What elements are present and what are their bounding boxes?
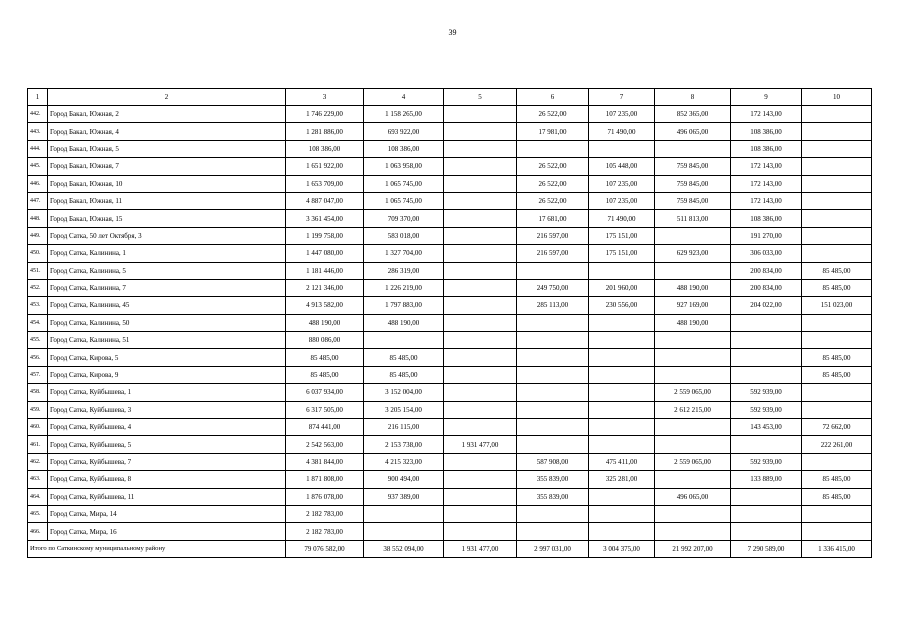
amount-cell: 4 913 582,00: [286, 297, 364, 314]
amount-cell: 475 411,00: [589, 453, 655, 470]
amount-cell: [517, 332, 589, 349]
amount-cell: 191 270,00: [731, 227, 802, 244]
amount-cell: 355 839,00: [517, 471, 589, 488]
amount-cell: 172 143,00: [731, 192, 802, 209]
amount-cell: [444, 279, 517, 296]
amount-cell: [589, 401, 655, 418]
table-row: [28, 436, 872, 453]
row-number: 458.: [28, 384, 48, 401]
amount-cell: 6 037 934,00: [286, 384, 364, 401]
amount-cell: [802, 401, 872, 418]
table-body: [28, 89, 872, 558]
amount-cell: 204 022,00: [731, 297, 802, 314]
amount-cell: [589, 140, 655, 157]
amount-cell: 1 447 080,00: [286, 245, 364, 262]
amount-cell: 107 235,00: [589, 192, 655, 209]
total-amount-cell: 7 290 589,00: [731, 540, 802, 557]
amount-cell: [444, 332, 517, 349]
amount-cell: [655, 227, 731, 244]
row-number: 442.: [28, 106, 48, 123]
amount-cell: [589, 332, 655, 349]
amount-cell: [802, 227, 872, 244]
amount-cell: [517, 401, 589, 418]
amount-cell: 488 190,00: [286, 314, 364, 331]
table-row: [28, 158, 872, 175]
table-row: [28, 471, 872, 488]
register-table: [27, 88, 872, 558]
amount-cell: [444, 366, 517, 383]
amount-cell: 285 113,00: [517, 297, 589, 314]
address-cell: Город Бакал, Южная, 15: [48, 210, 286, 227]
address-cell: Город Сатка, Куйбышева, 8: [48, 471, 286, 488]
address-cell: Город Сатка, Куйбышева, 3: [48, 401, 286, 418]
header-row: [28, 89, 872, 106]
amount-cell: 900 494,00: [364, 471, 444, 488]
row-number: 445.: [28, 158, 48, 175]
table-row: [28, 349, 872, 366]
amount-cell: 2 559 065,00: [655, 453, 731, 470]
address-cell: Город Сатка, Калинина, 45: [48, 297, 286, 314]
amount-cell: 488 190,00: [655, 279, 731, 296]
amount-cell: [444, 453, 517, 470]
amount-cell: 107 235,00: [589, 106, 655, 123]
amount-cell: [589, 349, 655, 366]
amount-cell: 1 746 229,00: [286, 106, 364, 123]
amount-cell: 286 319,00: [364, 262, 444, 279]
amount-cell: 6 317 505,00: [286, 401, 364, 418]
amount-cell: [655, 436, 731, 453]
address-cell: Город Бакал, Южная, 4: [48, 123, 286, 140]
amount-cell: 2 121 346,00: [286, 279, 364, 296]
amount-cell: [444, 140, 517, 157]
amount-cell: 3 205 154,00: [364, 401, 444, 418]
row-number: 453.: [28, 297, 48, 314]
amount-cell: [444, 123, 517, 140]
total-amount-cell: 3 004 375,00: [589, 540, 655, 557]
header-cell: 1: [28, 89, 48, 106]
total-amount-cell: 79 076 582,00: [286, 540, 364, 557]
amount-cell: [444, 488, 517, 505]
amount-cell: [444, 419, 517, 436]
address-cell: Город Сатка, Калинина, 7: [48, 279, 286, 296]
address-cell: Город Сатка, Калинина, 50: [48, 314, 286, 331]
amount-cell: [802, 332, 872, 349]
amount-cell: 1 871 808,00: [286, 471, 364, 488]
amount-cell: [589, 262, 655, 279]
row-number: 460.: [28, 419, 48, 436]
amount-cell: 71 490,00: [589, 210, 655, 227]
amount-cell: 26 522,00: [517, 192, 589, 209]
amount-cell: 937 389,00: [364, 488, 444, 505]
table-row: [28, 192, 872, 209]
amount-cell: [802, 523, 872, 540]
address-cell: Город Сатка, 50 лет Октября, 3: [48, 227, 286, 244]
amount-cell: [517, 366, 589, 383]
amount-cell: 72 662,00: [802, 419, 872, 436]
address-cell: Город Сатка, Калинина, 51: [48, 332, 286, 349]
amount-cell: [802, 453, 872, 470]
row-number: 446.: [28, 175, 48, 192]
amount-cell: 3 361 454,00: [286, 210, 364, 227]
amount-cell: [517, 523, 589, 540]
amount-cell: 306 033,00: [731, 245, 802, 262]
table-row: [28, 419, 872, 436]
amount-cell: 880 086,00: [286, 332, 364, 349]
row-number: 455.: [28, 332, 48, 349]
row-number: 462.: [28, 453, 48, 470]
table-row: [28, 140, 872, 157]
amount-cell: [444, 471, 517, 488]
header-cell: 4: [364, 89, 444, 106]
page-number: 39: [448, 28, 457, 37]
amount-cell: 26 522,00: [517, 106, 589, 123]
amount-cell: 172 143,00: [731, 158, 802, 175]
table-row: [28, 297, 872, 314]
amount-cell: [802, 210, 872, 227]
table-row: [28, 279, 872, 296]
amount-cell: [655, 140, 731, 157]
amount-cell: 1 226 219,00: [364, 279, 444, 296]
header-cell: 5: [444, 89, 517, 106]
amount-cell: [802, 314, 872, 331]
table-row: [28, 123, 872, 140]
address-cell: Город Сатка, Калинина, 1: [48, 245, 286, 262]
amount-cell: 488 190,00: [364, 314, 444, 331]
row-number: 464.: [28, 488, 48, 505]
table-row: [28, 262, 872, 279]
amount-cell: 71 490,00: [589, 123, 655, 140]
row-number: 443.: [28, 123, 48, 140]
amount-cell: 85 485,00: [364, 366, 444, 383]
amount-cell: [517, 140, 589, 157]
amount-cell: 2 612 215,00: [655, 401, 731, 418]
amount-cell: [364, 523, 444, 540]
amount-cell: 108 386,00: [731, 210, 802, 227]
amount-cell: [655, 366, 731, 383]
amount-cell: 496 065,00: [655, 488, 731, 505]
amount-cell: 143 453,00: [731, 419, 802, 436]
address-cell: Город Сатка, Мира, 14: [48, 505, 286, 522]
amount-cell: 1 065 745,00: [364, 192, 444, 209]
amount-cell: 693 922,00: [364, 123, 444, 140]
amount-cell: [655, 523, 731, 540]
amount-cell: 85 485,00: [802, 262, 872, 279]
amount-cell: 17 681,00: [517, 210, 589, 227]
amount-cell: 85 485,00: [286, 349, 364, 366]
amount-cell: [517, 314, 589, 331]
amount-cell: 1 063 958,00: [364, 158, 444, 175]
amount-cell: 1 797 883,00: [364, 297, 444, 314]
amount-cell: [731, 366, 802, 383]
amount-cell: [444, 192, 517, 209]
amount-cell: 1 651 922,00: [286, 158, 364, 175]
amount-cell: [655, 332, 731, 349]
amount-cell: 249 750,00: [517, 279, 589, 296]
amount-cell: [731, 505, 802, 522]
total-amount-cell: 21 992 207,00: [655, 540, 731, 557]
table-row: [28, 227, 872, 244]
amount-cell: [517, 262, 589, 279]
amount-cell: [444, 384, 517, 401]
amount-cell: [444, 106, 517, 123]
amount-cell: 511 813,00: [655, 210, 731, 227]
total-row: [28, 540, 872, 557]
amount-cell: 175 151,00: [589, 245, 655, 262]
amount-cell: [444, 210, 517, 227]
row-number: 450.: [28, 245, 48, 262]
amount-cell: [364, 332, 444, 349]
amount-cell: [655, 262, 731, 279]
amount-cell: 85 485,00: [802, 279, 872, 296]
amount-cell: 592 939,00: [731, 453, 802, 470]
amount-cell: [655, 419, 731, 436]
amount-cell: [731, 523, 802, 540]
amount-cell: [517, 436, 589, 453]
amount-cell: [444, 401, 517, 418]
amount-cell: 200 834,00: [731, 262, 802, 279]
amount-cell: [802, 140, 872, 157]
amount-cell: 85 485,00: [802, 366, 872, 383]
row-number: 447.: [28, 192, 48, 209]
amount-cell: [802, 505, 872, 522]
address-cell: Город Сатка, Куйбышева, 1: [48, 384, 286, 401]
amount-cell: 1 931 477,00: [444, 436, 517, 453]
amount-cell: 1 158 265,00: [364, 106, 444, 123]
amount-cell: [364, 505, 444, 522]
amount-cell: 85 485,00: [286, 366, 364, 383]
amount-cell: 759 845,00: [655, 175, 731, 192]
amount-cell: [517, 349, 589, 366]
amount-cell: 2 182 783,00: [286, 505, 364, 522]
table-row: [28, 488, 872, 505]
amount-cell: 852 365,00: [655, 106, 731, 123]
amount-cell: [444, 158, 517, 175]
amount-cell: 108 386,00: [364, 140, 444, 157]
amount-cell: 4 887 047,00: [286, 192, 364, 209]
row-number: 457.: [28, 366, 48, 383]
amount-cell: 2 182 783,00: [286, 523, 364, 540]
header-cell: 3: [286, 89, 364, 106]
address-cell: Город Сатка, Мира, 16: [48, 523, 286, 540]
row-number: 448.: [28, 210, 48, 227]
amount-cell: 874 441,00: [286, 419, 364, 436]
amount-cell: [731, 488, 802, 505]
address-cell: Город Бакал, Южная, 7: [48, 158, 286, 175]
row-number: 454.: [28, 314, 48, 331]
amount-cell: 175 151,00: [589, 227, 655, 244]
amount-cell: 496 065,00: [655, 123, 731, 140]
amount-cell: 105 448,00: [589, 158, 655, 175]
amount-cell: [444, 262, 517, 279]
total-label: Итого по Саткинскому муниципальному району: [28, 540, 286, 557]
amount-cell: 1 327 704,00: [364, 245, 444, 262]
header-cell: 10: [802, 89, 872, 106]
header-cell: 9: [731, 89, 802, 106]
amount-cell: 26 522,00: [517, 175, 589, 192]
table-row: [28, 505, 872, 522]
address-cell: Город Сатка, Кирова, 9: [48, 366, 286, 383]
amount-cell: 85 485,00: [802, 488, 872, 505]
address-cell: Город Бакал, Южная, 10: [48, 175, 286, 192]
table-row: [28, 314, 872, 331]
amount-cell: 1 281 886,00: [286, 123, 364, 140]
amount-cell: 85 485,00: [802, 471, 872, 488]
amount-cell: [731, 349, 802, 366]
amount-cell: 107 235,00: [589, 175, 655, 192]
amount-cell: 629 923,00: [655, 245, 731, 262]
row-number: 466.: [28, 523, 48, 540]
amount-cell: 1 653 709,00: [286, 175, 364, 192]
table-row: [28, 175, 872, 192]
header-cell: 6: [517, 89, 589, 106]
row-number: 465.: [28, 505, 48, 522]
amount-cell: [802, 175, 872, 192]
amount-cell: [655, 349, 731, 366]
amount-cell: 759 845,00: [655, 192, 731, 209]
amount-cell: [589, 366, 655, 383]
amount-cell: [655, 505, 731, 522]
amount-cell: [444, 175, 517, 192]
total-amount-cell: 2 997 031,00: [517, 540, 589, 557]
amount-cell: [589, 314, 655, 331]
amount-cell: 1 181 446,00: [286, 262, 364, 279]
amount-cell: 592 939,00: [731, 384, 802, 401]
header-cell: 2: [48, 89, 286, 106]
header-cell: 8: [655, 89, 731, 106]
table-row: [28, 523, 872, 540]
total-amount-cell: 1 336 415,00: [802, 540, 872, 557]
amount-cell: [589, 488, 655, 505]
table-row: [28, 401, 872, 418]
amount-cell: [731, 332, 802, 349]
row-number: 444.: [28, 140, 48, 157]
address-cell: Город Сатка, Кирова, 5: [48, 349, 286, 366]
amount-cell: 488 190,00: [655, 314, 731, 331]
amount-cell: [589, 436, 655, 453]
amount-cell: 108 386,00: [731, 140, 802, 157]
amount-cell: 201 960,00: [589, 279, 655, 296]
address-cell: Город Сатка, Куйбышева, 7: [48, 453, 286, 470]
table-row: [28, 366, 872, 383]
amount-cell: 587 908,00: [517, 453, 589, 470]
amount-cell: [589, 505, 655, 522]
address-cell: Город Сатка, Куйбышева, 11: [48, 488, 286, 505]
amount-cell: 151 023,00: [802, 297, 872, 314]
amount-cell: 2 153 738,00: [364, 436, 444, 453]
row-number: 449.: [28, 227, 48, 244]
amount-cell: 325 281,00: [589, 471, 655, 488]
address-cell: Город Сатка, Куйбышева, 4: [48, 419, 286, 436]
amount-cell: 1 065 745,00: [364, 175, 444, 192]
table-row: [28, 245, 872, 262]
address-cell: Город Бакал, Южная, 5: [48, 140, 286, 157]
total-amount-cell: 38 552 094,00: [364, 540, 444, 557]
address-cell: Город Бакал, Южная, 2: [48, 106, 286, 123]
row-number: 452.: [28, 279, 48, 296]
amount-cell: 1 199 758,00: [286, 227, 364, 244]
amount-cell: 216 597,00: [517, 245, 589, 262]
amount-cell: [802, 245, 872, 262]
row-number: 461.: [28, 436, 48, 453]
table-row: [28, 453, 872, 470]
amount-cell: [444, 314, 517, 331]
amount-cell: 26 522,00: [517, 158, 589, 175]
amount-cell: [517, 505, 589, 522]
amount-cell: [444, 297, 517, 314]
header-cell: 7: [589, 89, 655, 106]
amount-cell: 230 556,00: [589, 297, 655, 314]
amount-cell: 85 485,00: [802, 349, 872, 366]
amount-cell: 172 143,00: [731, 106, 802, 123]
table-row: [28, 384, 872, 401]
amount-cell: [802, 158, 872, 175]
amount-cell: [802, 106, 872, 123]
amount-cell: 108 386,00: [731, 123, 802, 140]
amount-cell: 2 542 563,00: [286, 436, 364, 453]
amount-cell: [444, 523, 517, 540]
amount-cell: 172 143,00: [731, 175, 802, 192]
amount-cell: 3 152 004,00: [364, 384, 444, 401]
amount-cell: 85 485,00: [364, 349, 444, 366]
address-cell: Город Бакал, Южная, 11: [48, 192, 286, 209]
total-amount-cell: 1 931 477,00: [444, 540, 517, 557]
amount-cell: [655, 471, 731, 488]
amount-cell: [802, 192, 872, 209]
amount-cell: 927 169,00: [655, 297, 731, 314]
amount-cell: [589, 384, 655, 401]
amount-cell: 17 981,00: [517, 123, 589, 140]
table-row: [28, 210, 872, 227]
amount-cell: [802, 384, 872, 401]
amount-cell: 133 889,00: [731, 471, 802, 488]
amount-cell: [444, 505, 517, 522]
amount-cell: [444, 245, 517, 262]
address-cell: Город Сатка, Калинина, 5: [48, 262, 286, 279]
amount-cell: [802, 123, 872, 140]
amount-cell: 1 876 078,00: [286, 488, 364, 505]
amount-cell: 355 839,00: [517, 488, 589, 505]
row-number: 463.: [28, 471, 48, 488]
amount-cell: [731, 436, 802, 453]
amount-cell: 759 845,00: [655, 158, 731, 175]
row-number: 456.: [28, 349, 48, 366]
amount-cell: [589, 419, 655, 436]
amount-cell: 4 381 844,00: [286, 453, 364, 470]
address-cell: Город Сатка, Куйбышева, 5: [48, 436, 286, 453]
amount-cell: 592 939,00: [731, 401, 802, 418]
row-number: 451.: [28, 262, 48, 279]
amount-cell: 200 834,00: [731, 279, 802, 296]
amount-cell: 709 370,00: [364, 210, 444, 227]
amount-cell: 108 386,00: [286, 140, 364, 157]
amount-cell: 216 115,00: [364, 419, 444, 436]
amount-cell: [517, 419, 589, 436]
amount-cell: 216 597,00: [517, 227, 589, 244]
amount-cell: [444, 227, 517, 244]
amount-cell: [444, 349, 517, 366]
amount-cell: [731, 314, 802, 331]
amount-cell: [517, 384, 589, 401]
amount-cell: 4 215 323,00: [364, 453, 444, 470]
table-row: [28, 106, 872, 123]
table-row: [28, 332, 872, 349]
row-number: 459.: [28, 401, 48, 418]
amount-cell: 222 261,00: [802, 436, 872, 453]
amount-cell: [589, 523, 655, 540]
amount-cell: 583 018,00: [364, 227, 444, 244]
amount-cell: 2 559 065,00: [655, 384, 731, 401]
